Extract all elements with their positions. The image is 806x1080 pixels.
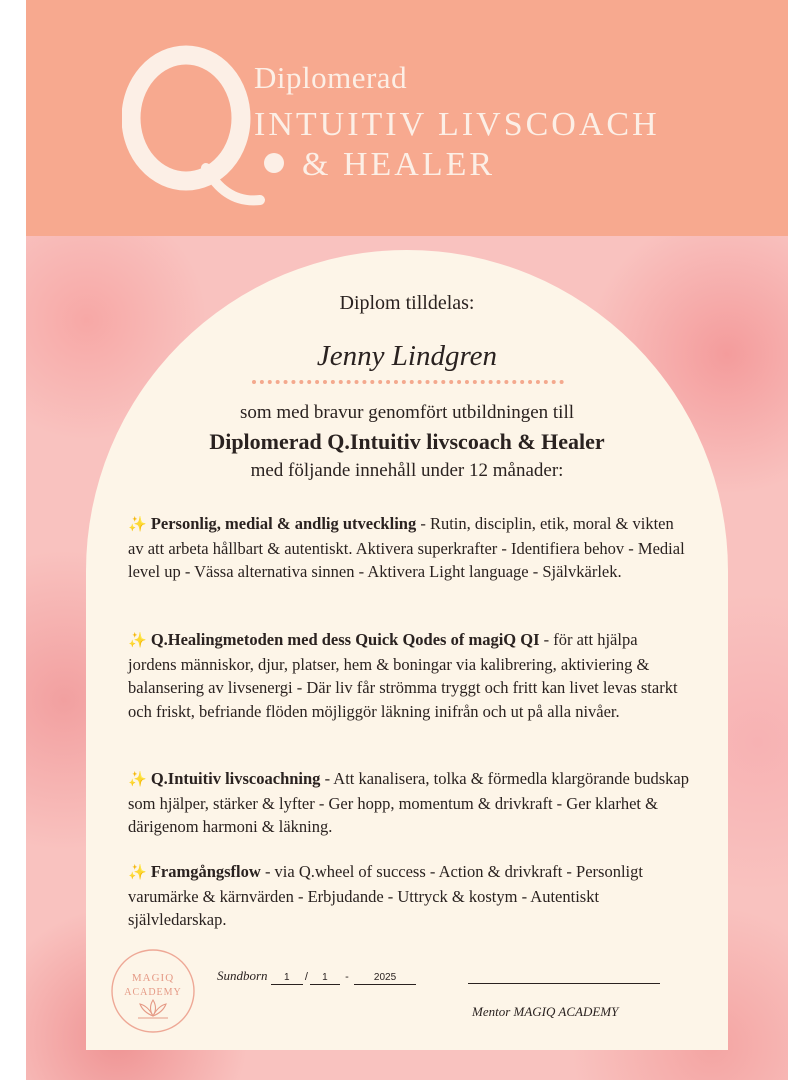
- lotus-icon: [138, 1000, 168, 1018]
- dotted-divider: [252, 380, 564, 384]
- duration-text: med följande innehåll under 12 månader:: [250, 460, 564, 481]
- intro-text: som med bravur genomfört utbildningen till: [239, 402, 575, 423]
- section-title: Framgångsflow: [150, 862, 261, 881]
- year-field: 2025: [354, 972, 416, 985]
- section-life-coaching: [128, 767, 690, 839]
- diploma-page: [26, 0, 788, 1080]
- section-body: - via Q.wheel of success - Action & drivkraft - Personligt varumärke & kärnvärden - Erbjudande - Uttryck & kostym - Autentiskt självledarskap.: [128, 862, 643, 929]
- section-personal-development: [128, 512, 690, 584]
- section-healing-method: [128, 628, 690, 723]
- section-body: - för att hjälpa jordens människor, djur, platser, hem & boningar via kalibrering, aktiviering & balansering av livsenergi - Där liv får strömma tryggt och fritt kan livet levas starkt och friskt, befriande flöden möjliggör läkning inifrån och ut på alla nivåer.: [128, 630, 678, 721]
- signature-row: [217, 968, 416, 985]
- signature-line: [468, 983, 660, 984]
- sparkles-icon: ✨: [128, 863, 147, 881]
- month-field: 1: [310, 972, 340, 985]
- date-separator: /: [304, 971, 308, 983]
- header-line-3: & HEALER: [302, 146, 496, 183]
- section-body: - Rutin, disciplin, etik, moral & vikten av att arbeta hållbart & autentiskt. Aktivera superkrafter - Identifiera behov - Medial level up - Vässa alternativa sinnen - Aktivera Light language - Självkärlek.: [128, 514, 685, 581]
- program-title: Diplomerad Q.Intuitiv livscoach & Healer: [209, 429, 605, 454]
- seal-line-2: ACADEMY: [124, 987, 182, 998]
- sparkles-icon: ✨: [128, 770, 147, 788]
- header-line-2: INTUITIV LIVSCOACH: [254, 106, 660, 143]
- seal-line-1: MAGIQ: [131, 972, 175, 984]
- section-success-flow: [128, 860, 690, 932]
- section-title: Q.Healingmetoden med dess Quick Qodes of magiQ QI: [150, 630, 540, 649]
- section-title: Q.Intuitiv livscoachning: [150, 769, 321, 788]
- magiq-academy-seal: [110, 948, 196, 1034]
- header-dot: [264, 153, 284, 173]
- header-banner: [26, 0, 788, 236]
- date-separator: -: [345, 971, 349, 983]
- mentor-label: Mentor MAGIQ ACADEMY: [472, 1004, 619, 1019]
- place-label: Sundborn: [217, 968, 268, 983]
- sparkles-icon: ✨: [128, 631, 147, 649]
- awarded-label: Diplom tilldelas:: [339, 292, 475, 314]
- section-title: Personlig, medial & andlig utveckling: [150, 514, 417, 533]
- sparkles-icon: ✨: [128, 515, 147, 533]
- day-field: 1: [271, 972, 303, 985]
- header-line-1: Diplomerad: [254, 60, 408, 95]
- section-body: - Att kanalisera, tolka & förmedla klargörande budskap som hjälper, stärker & lyfter - Ger hopp, momentum & drivkraft - Ger klarhet & därigenom harmoni & läkning.: [128, 769, 689, 836]
- q-logo-icon: [122, 40, 272, 210]
- recipient-name: Jenny Lindgren: [316, 340, 498, 372]
